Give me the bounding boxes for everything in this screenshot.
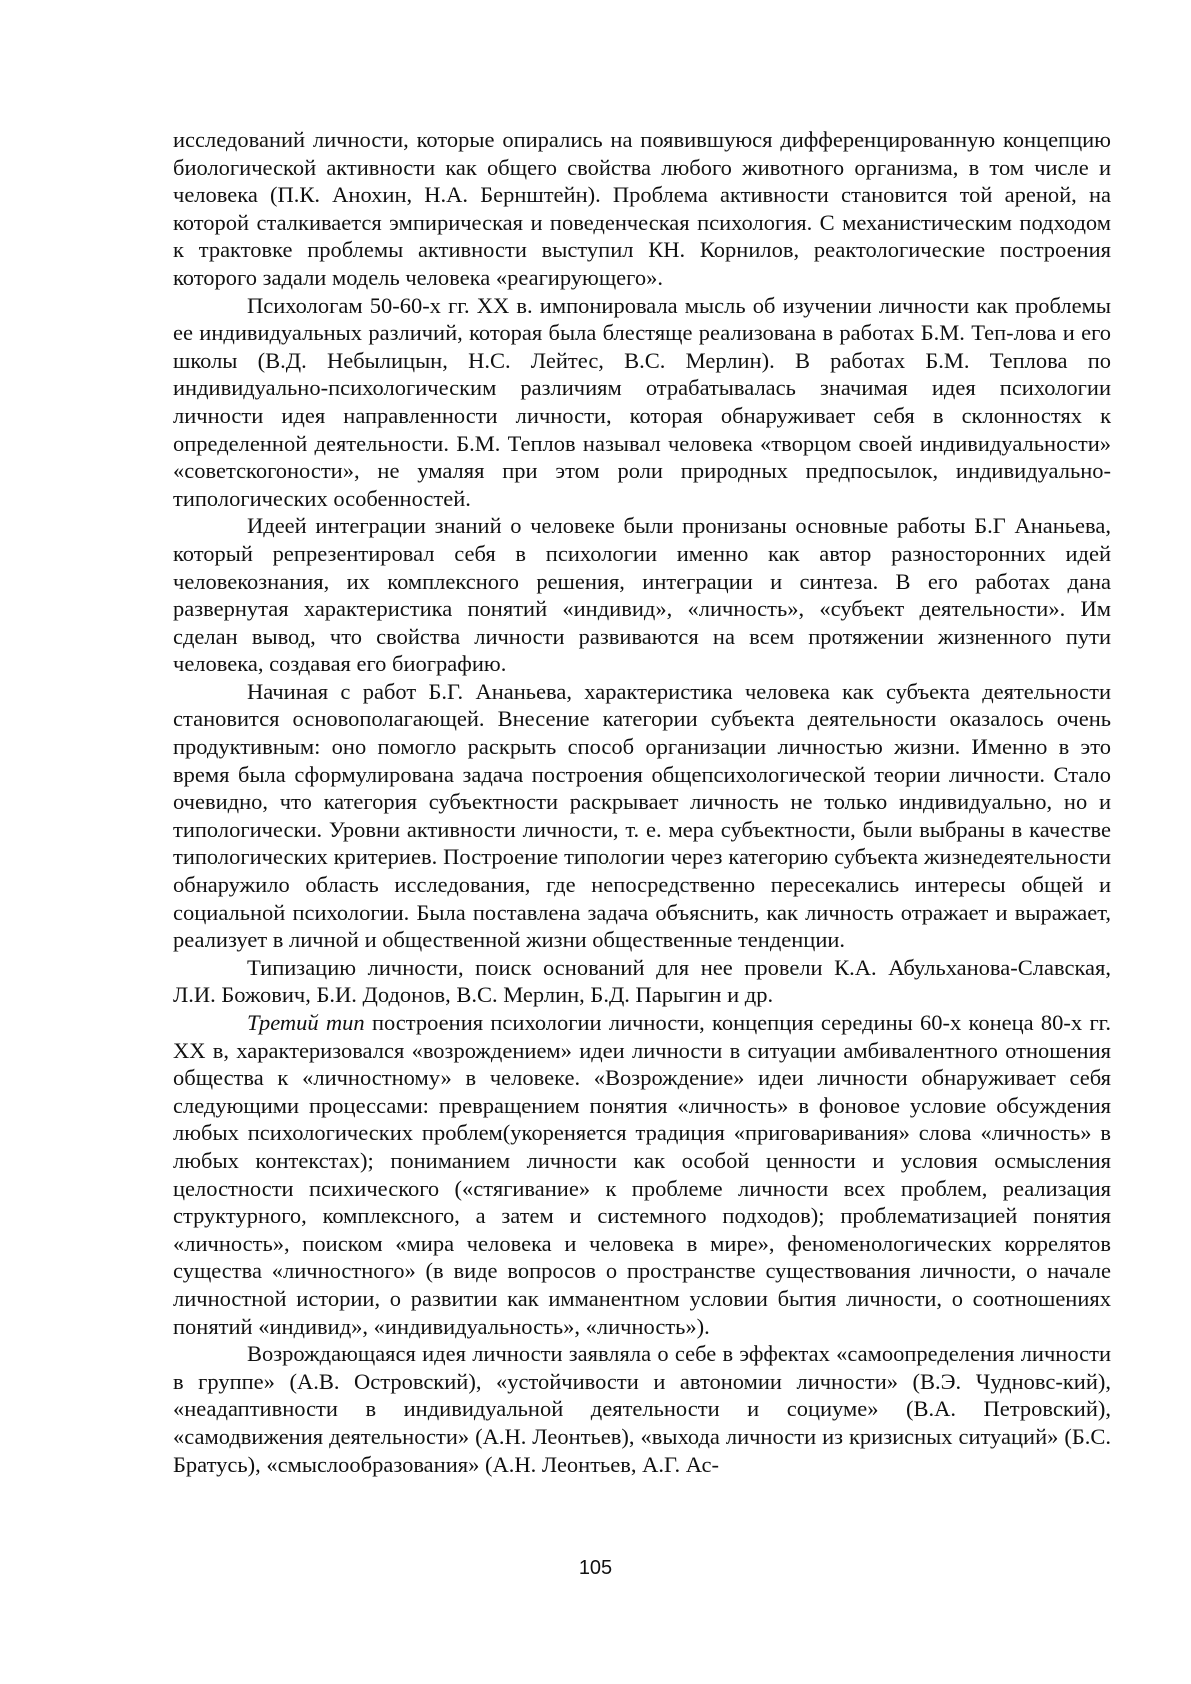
page-body	[173, 126, 1111, 1478]
paragraph-6-text: построения психологии личности, концепция середины 60-х конеца 80-х гг. XX в, характеризовался «возрождением» идеи личности в ситуации амбивалентного отношения общества к «личностному» в человеке. «Возрождение» идеи личности обнаруживает себя следующими процессами: превращением понятия «личность» в фоновое условие обсуждения любых психологических проблем(укореняется традиция «приговаривания» слова «личность» в любых контекстах); пониманием личности как особой ценности и условия осмысления целостности психического («стягивание» к проблеме личности всех проблем, реализация структурного, комплексного, а затем и системного подходов); проблематизацией понятия «личность», поиском «мира человека и человека в мире», феноменологических коррелятов существа «личностного» (в виде вопросов о пространстве существования личности, о начале личностной истории, о развитии как имманентном условии бытия личности, о соотношениях понятий «индивид», «индивидуальность», «личность»).	[173, 1010, 1111, 1339]
paragraph-7: Возрождающаяся идея личности заявляла о себе в эффектах «самоопределения личности в группе» (А.В. Островский), «устойчивости и автономии личности» (В.Э. Чудновс-кий), «неадаптивности в индивидуальной деятельности и социуме» (В.А. Петровский), «самодвижения деятельности» (А.Н. Леонтьев), «выхода личности из кризисных ситуаций» (Б.С. Братусь), «смыслообразования» (А.Н. Леонтьев, А.Г. Ас-	[173, 1341, 1111, 1477]
paragraph-6	[173, 1009, 1111, 1340]
paragraph-1: исследований личности, которые опирались на появившуюся дифференцированную концепцию биологической активности как общего свойства любого животного организма, в том числе и человека (П.К. Анохин, Н.А. Бернштейн). Проблема активности становится той ареной, на которой сталкивается эмпирическая и поведенческая психология. С механистическим подходом к трактовке проблемы активности выступил КН. Корнилов, реактологические построения которого задали модель человека «реагирующего».	[173, 127, 1111, 290]
paragraph-2: Психологам 50-60-х гг. XX в. импонировала мысль об изучении личности как проблемы ее индивидуальных различий, которая была блестяще реализована в работах Б.М. Теп-лова и его школы (В.Д. Небылицын, Н.С. Лейтес, B.C. Мерлин). В работах Б.М. Теплова по индивидуально-психологическим различиям отрабатывалась значимая идея психологии личности идея направленности личности, которая обнаруживает себя в склонностях к определенной деятельности. Б.М. Теплов называл человека «творцом своей индивидуальности» «советскогоности», не умаляя при этом роли природных предпосылок, индивидуально-типологических особенностей.	[173, 292, 1111, 511]
page-number: 105	[578, 1557, 613, 1579]
paragraph-3: Идеей интеграции знаний о человеке были пронизаны основные работы Б.Г Ананьева, который репрезентировал себя в психологии именно как автор разносторонних идей человекознания, их комплексного решения, интеграции и синтеза. В его работах дана развернутая характеристика понятий «индивид», «личность», «субъект деятельности». Им сделан вывод, что свойства личности развиваются на всем протяжении жизненного пути человека, создавая его биографию.	[173, 513, 1111, 677]
paragraph-4: Начиная с работ Б.Г. Ананьева, характеристика человека как субъекта деятельности становится основополагающей. Внесение категории субъекта деятельности оказалось очень продуктивным: оно помогло раскрыть способ организации личностью жизни. Именно в это время была сформулирована задача построения общепсихологической теории личности. Стало очевидно, что категория субъектности раскрывает личность не только индивидуально, но и типологически. Уровни активности личности, т. е. мера субъектности, были выбраны в качестве типологических критериев. Построение типологии через категорию субъекта жизнедеятельности обнаружило область исследования, где непосредственно пересекались интересы общей и социальной психологии. Была поставлена задача объяснить, как личность отражает и выражает, реализует в личной и общественной жизни общественные тенденции.	[173, 678, 1111, 953]
emphasis-third-type: Третий тип	[247, 1010, 365, 1035]
paragraph-5: Типизацию личности, поиск оснований для нее провели К.А. Абульханова-Славская, Л.И. Божович, Б.И. Додонов, B.C. Мерлин, Б.Д. Парыгин и др.	[173, 954, 1111, 1008]
